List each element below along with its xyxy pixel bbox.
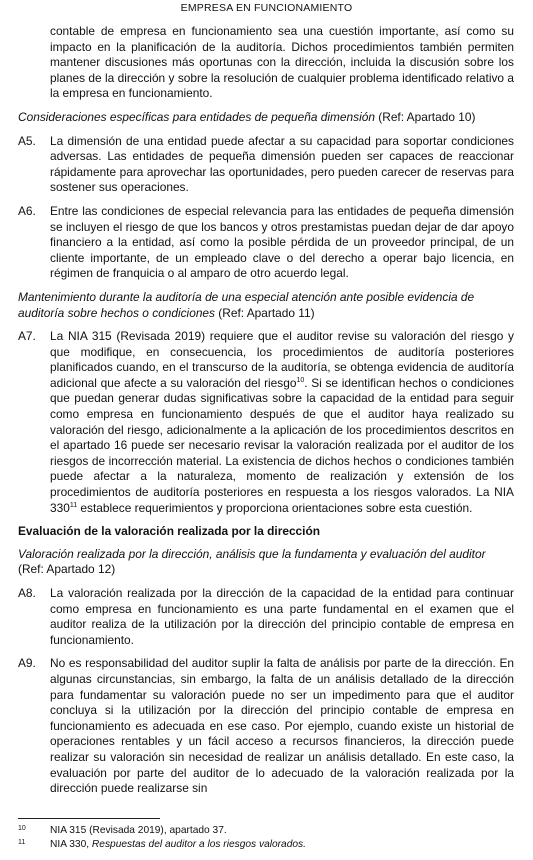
subheading-small-entities (18, 110, 514, 126)
footnote-ref-11[interactable]: 11 (69, 501, 78, 509)
page-header: EMPRESA EN FUNCIONAMIENTO (180, 2, 353, 14)
page-body (18, 24, 514, 805)
subheading-text: Mantenimiento durante la auditoría de una especial atención ante posible evidencia de auditoría sobre hechos o condiciones (18, 289, 475, 320)
paragraph-a6 (18, 204, 514, 282)
footnote-title: Respuestas del auditor a los riesgos valorados. (91, 839, 306, 850)
text-part: establece requerimientos y proporciona orientaciones sobre esta cuestión. (77, 500, 473, 515)
paragraph-number: A5. (18, 133, 36, 148)
footnote-number: 10 (18, 825, 26, 832)
subheading-text: Consideraciones específicas para entidades de pequeña dimensión (18, 109, 375, 124)
continuation-paragraph: contable de empresa en funcionamiento sea una cuestión importante, así como su impacto en la planificación de la auditoría. Dichos procedimientos también permiten mantener discusiones más oportunas con la dirección, incluida la discusión sobre los planes de la dirección y sobre la resolución de cualquier problema identificado relativo a la empresa en funcionamiento. (50, 24, 514, 101)
footnotes (18, 824, 514, 852)
paragraph-text: La dimensión de una entidad puede afectar a su capacidad para soportar condiciones adversas. Las entidades de pequeña dimensión pueden ser capaces de reaccionar rápidamente para aprovechar las oportunidades, pero pueden carecer de reservas para sostener sus operaciones. (50, 133, 514, 195)
footnote-number: 11 (18, 839, 26, 846)
footnote-text: NIA 330, (50, 839, 92, 850)
paragraph-text: No es responsabilidad del auditor suplir la falta de análisis por parte de la dirección. En algunas circunstancias, sin embargo, la falta de un análisis detallado de la dirección para fundamentar su valoración puede no ser un impedimento para que el auditor concluya si la utilización por la dirección del principio contable de empresa en funcionamiento es adecuada en ese caso. Por ejemplo, cuando existe un historial de operaciones rentables y un fácil acceso a recursos financieros, la dirección puede realizar su valoración sin necesidad de realizar un análisis detallado. En este caso, la evaluación por parte del auditor de lo adecuado de la valoración realizada por la dirección puede realizarse sin (50, 656, 514, 796)
paragraph-number: A7. (18, 329, 36, 344)
subheading-text: Valoración realizada por la dirección, análisis que la fundamenta y evaluación del auditor (18, 546, 486, 561)
subheading-evaluation (18, 547, 514, 578)
footnote-ref-10[interactable]: 10 (296, 376, 305, 384)
paragraph-a7 (18, 329, 514, 516)
paragraph-text: La valoración realizada por la dirección de la capacidad de la entidad para continuar como empresa en funcionamiento es una parte fundamental en el examen que el auditor realiza de la utilización por la dirección del principio contable de empresa en funcionamiento. (50, 586, 514, 647)
section-heading: Evaluación de la valoración realizada por la dirección (18, 524, 321, 539)
text-part: La NIA 315 (Revisada 2019) requiere que el auditor revise su valoración del riesgo y que modifique, en consecuencia, los procedimientos de auditoría posteriores planificados cuando, en el transcurso de la auditoría, se obtenga evidencia de auditoría adicional que afecte a su valoración del riesgo (50, 329, 514, 390)
subheading-maintenance (18, 290, 514, 321)
subheading-ref: (Ref: Apartado 11) (215, 305, 315, 320)
text-part: . Si se identifican hechos o condiciones que puedan generar dudas significativas sobre la capacidad de la entidad para seguir como empresa en funcionamiento después de que el auditor haya realizado su valoración del riesgo, adicionalmente a la aplicación de los procedimientos descritos en el apartado 16 puede ser necesario revisar la valoración realizada por el auditor de los riesgos de incorrección material. La existencia de dichos hechos o condiciones también puede afectar a la naturaleza, momento de realización y extensión de los procedimientos de auditoría posteriores en respuesta a los riesgos valorados. La NIA 330 (50, 375, 514, 515)
footnote-11 (18, 838, 514, 852)
paragraph-text: Entre las condiciones de especial relevancia para las entidades de pequeña dimensión se incluyen el riesgo de que los bancos y otros prestamistas puedan dejar de dar apoyo financiero a la entidad, así como la posible pérdida de un proveedor principal, de un cliente importante, de un empleado clave o del derecho a operar bajo licencia, en régimen de franquicia o al amparo de otro acuerdo legal. (50, 203, 514, 281)
paragraph-number: A6. (18, 203, 36, 218)
paragraph-a5 (18, 134, 514, 196)
footnote-text: NIA 315 (Revisada 2019), apartado 37. (50, 825, 227, 836)
subheading-ref: (Ref: Apartado 12) (18, 562, 116, 577)
subheading-ref: (Ref: Apartado 10) (374, 109, 476, 124)
footnote-10 (18, 824, 514, 838)
footnote-divider (18, 818, 160, 819)
paragraph-number: A9. (18, 656, 36, 671)
paragraph-text (50, 329, 514, 515)
paragraph-a9 (18, 656, 514, 796)
paragraph-a8 (18, 586, 514, 648)
paragraph-number: A8. (18, 586, 36, 600)
